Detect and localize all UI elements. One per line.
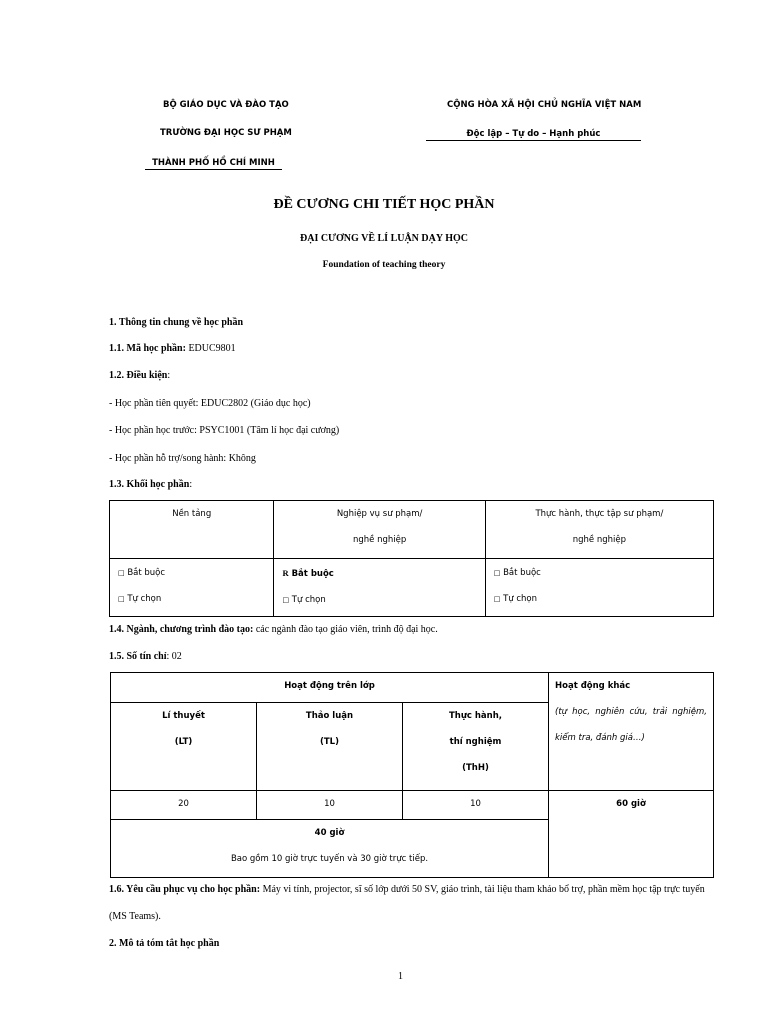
block-heading: 1.3. Khối học phần: <box>109 479 193 490</box>
page-number: 1 <box>398 971 403 982</box>
credits-line: 1.5. Số tín chỉ: 02 <box>109 651 182 662</box>
country-name: CỘNG HÒA XÃ HỘI CHỦ NGHĨA VIỆT NAM <box>447 100 642 110</box>
option-required-2[interactable]: R Bắt buộc <box>282 568 334 579</box>
option-elective-3[interactable]: □ Tự chọn <box>493 594 538 604</box>
col-discussion: Thảo luận (TL) <box>257 703 403 791</box>
requirements-line-2: (MS Teams). <box>109 911 161 922</box>
section1-heading: 1. Thông tin chung về học phần <box>109 317 244 328</box>
checkbox-checked-icon[interactable]: R <box>282 568 289 578</box>
section2-heading: 2. Mô tả tóm tắt học phần <box>109 938 220 949</box>
col-practice: Thực hành, thí nghiệm (ThH) <box>403 703 549 791</box>
block-col-foundation: Nền tảng <box>110 501 274 559</box>
course-title-en: Foundation of teaching theory <box>322 260 446 270</box>
block-foundation-options <box>110 559 274 617</box>
checkbox-icon[interactable]: □ <box>282 596 290 604</box>
support-course: - Học phần hỗ trợ/song hành: Không <box>109 453 256 464</box>
block-col-practice: Thực hành, thực tập sư phạm/ nghề nghiệp <box>485 501 713 559</box>
checkbox-icon[interactable]: □ <box>118 569 125 577</box>
document-title: ĐỀ CƯƠNG CHI TIẾT HỌC PHẦN <box>273 197 495 212</box>
checkbox-icon[interactable]: □ <box>118 595 125 603</box>
other-activities-cell: Hoạt động khác (tự học, nghiên cứu, trải nghiệm, kiểm tra, đánh giá…) <box>549 673 714 791</box>
classroom-activities-header: Hoạt động trên lớp <box>111 673 549 703</box>
discussion-hours: 10 <box>257 791 403 820</box>
prerequisite: - Học phần tiên quyết: EDUC2802 (Giáo dục học) <box>109 398 311 409</box>
option-elective-2[interactable]: □ Tự chọn <box>282 595 326 605</box>
practice-hours: 10 <box>403 791 549 820</box>
course-title-vi: ĐẠI CƯƠNG VỀ LÍ LUẬN DẠY HỌC <box>300 233 468 244</box>
option-required-1[interactable]: □ Bắt buộc <box>118 568 166 578</box>
credits-table <box>110 672 714 878</box>
requirements-line: 1.6. Yêu cầu phục vụ cho học phần: Máy vi tính, projector, sĩ số lớp dưới 50 SV, giáo trình, tài liệu tham khảo bổ trợ, phần mềm học tập trực tuyến <box>109 884 705 895</box>
col-theory: Lí thuyết (LT) <box>111 703 257 791</box>
option-required-3[interactable]: □ Bắt buộc <box>493 568 541 578</box>
checkbox-icon[interactable]: □ <box>493 569 501 577</box>
theory-hours: 20 <box>111 791 257 820</box>
course-code: 1.1. Mã học phần: EDUC9801 <box>109 343 236 354</box>
other-hours: 60 giờ <box>549 791 714 878</box>
prior-course: - Học phần học trước: PSYC1001 (Tâm lí học đại cương) <box>109 425 340 436</box>
university-name: TRƯỜNG ĐẠI HỌC SƯ PHẠM <box>160 128 292 138</box>
block-pedagogy-options <box>274 559 485 617</box>
national-motto: Độc lập – Tự do – Hạnh phúc <box>426 129 641 141</box>
major-line: 1.4. Ngành, chương trình đào tạo: các ngành đào tạo giáo viên, trình độ đại học. <box>109 624 438 635</box>
city-name: THÀNH PHỐ HỒ CHÍ MINH <box>145 158 282 170</box>
ministry-name: BỘ GIÁO DỤC VÀ ĐÀO TẠO <box>163 100 289 110</box>
total-hours-cell: 40 giờ Bao gồm 10 giờ trực tuyến và 30 giờ trực tiếp. <box>111 820 549 878</box>
block-col-pedagogy: Nghiệp vụ sư phạm/ nghề nghiệp <box>274 501 485 559</box>
block-table <box>109 500 714 617</box>
conditions-heading: 1.2. Điều kiện: <box>109 370 171 381</box>
checkbox-icon[interactable]: □ <box>493 595 501 603</box>
option-elective-1[interactable]: □ Tự chọn <box>118 594 162 604</box>
block-practice-options <box>485 559 713 617</box>
